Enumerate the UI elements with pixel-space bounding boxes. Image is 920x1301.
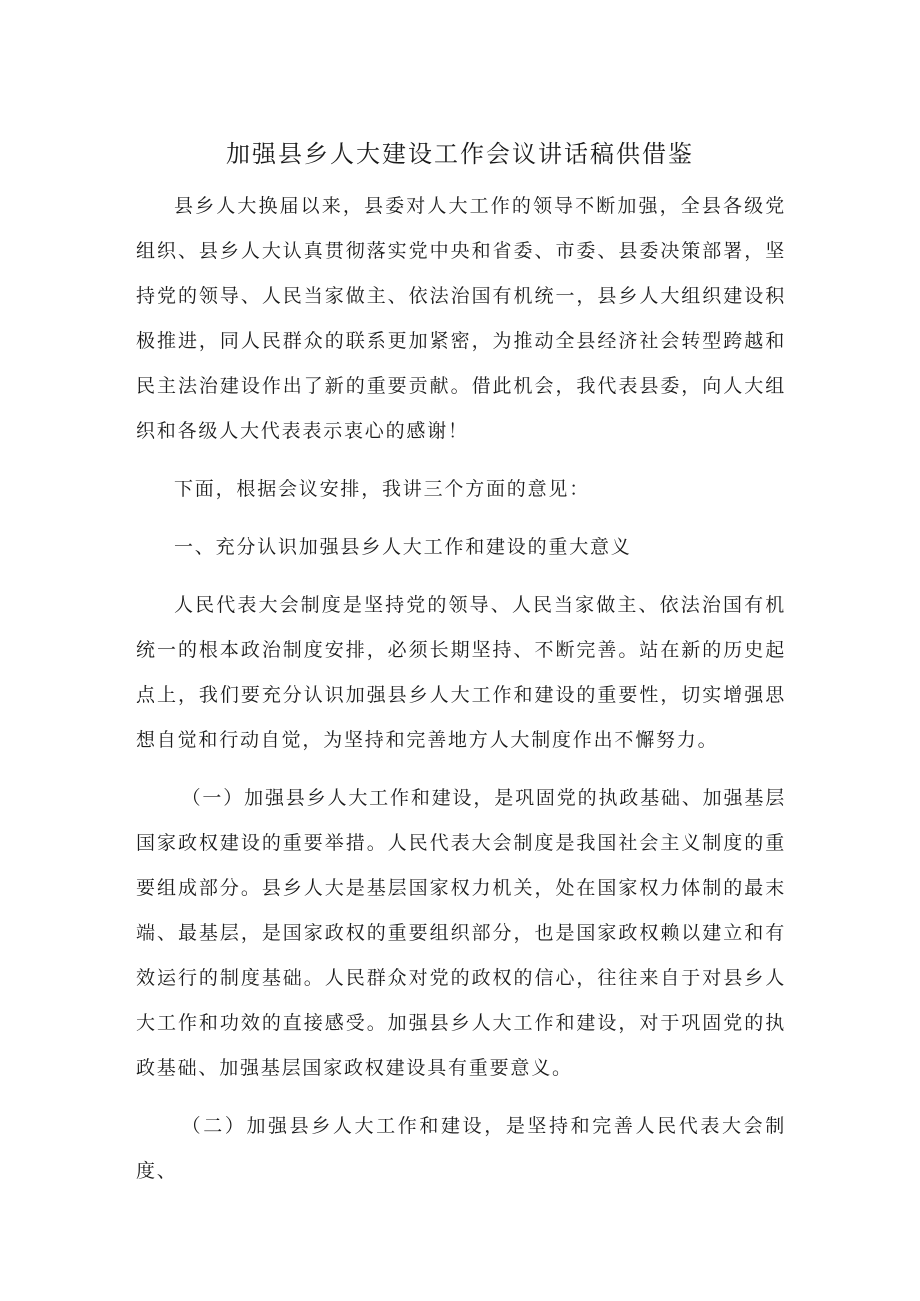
paragraph-section-1: 人民代表大会制度是坚持党的领导、人民当家做主、依法治国有机统一的根本政治制度安排，必须长期坚持、不断完善。站在新的历史起点上，我们要充分认识加强县乡人大工作和建设的重要性，切实增强思想自觉和行动自觉，为坚持和完善地方人大制度作出不懈努力。 bbox=[136, 594, 786, 751]
paragraph-subsection-2: （二）加强县乡人大工作和建设，是坚持和完善人民代表大会制度、 bbox=[136, 1115, 786, 1182]
paragraph-subsection-1: （一）加强县乡人大工作和建设，是巩固党的执政基础、加强基层国家政权建设的重要举措。人民代表大会制度是我国社会主义制度的重要组成部分。县乡人大是基层国家权力机关，处在国家权力体制的最末端、最基层，是国家政权的重要组织部分，也是国家政权赖以建立和有效运行的制度基础。人民群众对党的政权的信心，往往来自于对县乡人大工作和功效的直接感受。加强县乡人大工作和建设，对于巩固党的执政基础、加强基层国家政权建设具有重要意义。 bbox=[136, 787, 786, 1079]
document-body bbox=[136, 184, 786, 1194]
paragraph-outline: 下面，根据会议安排，我讲三个方面的意见： bbox=[174, 478, 591, 500]
paragraph-intro: 县乡人大换届以来，县委对人大工作的领导不断加强，全县各级党组织、县乡人大认真贯彻落实党中央和省委、市委、县委决策部署，坚持党的领导、人民当家做主、依法治国有机统一，县乡人大组织建设积极推进，同人民群众的联系更加紧密，为推动全县经济社会转型跨越和民主法治建设作出了新的重要贡献。借此机会，我代表县委，向人大组织和各级人大代表表示衷心的感谢！ bbox=[136, 195, 786, 442]
section-heading-1: 一、充分认识加强县乡人大工作和建设的重大意义 bbox=[174, 536, 632, 558]
document-title: 加强县乡人大建设工作会议讲话稿供借鉴 bbox=[226, 140, 694, 168]
